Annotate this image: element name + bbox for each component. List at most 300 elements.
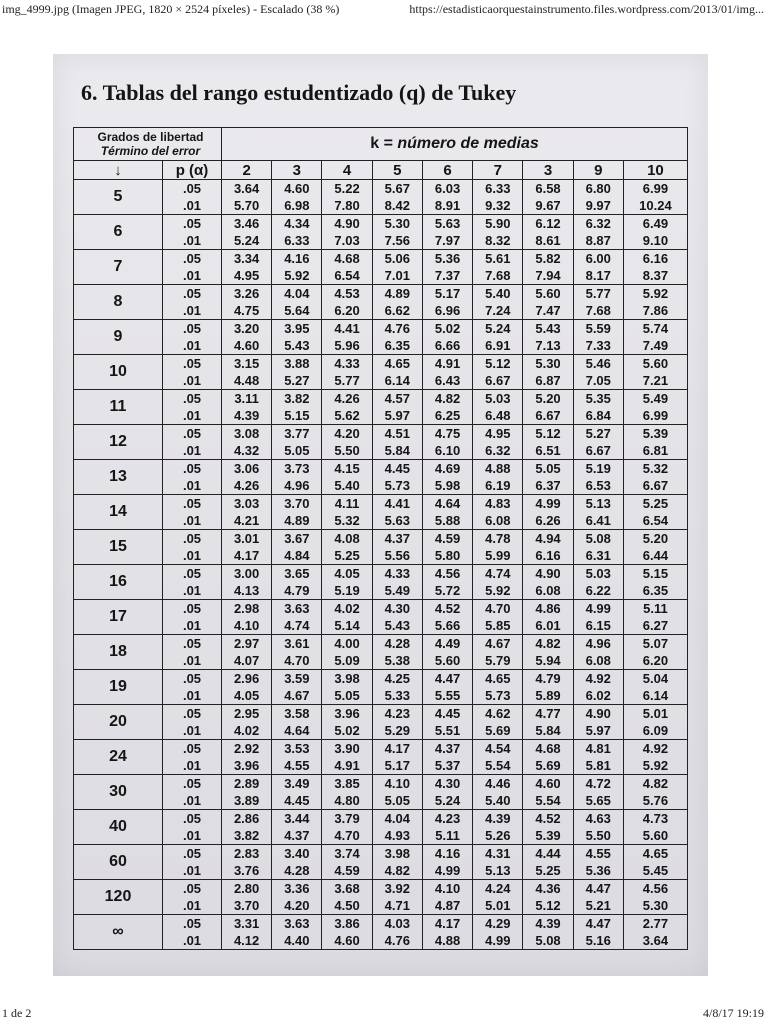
q-value-01: 6.91 bbox=[485, 338, 511, 353]
q-value-01: 4.48 bbox=[233, 373, 260, 388]
q-value-05: 4.41 bbox=[384, 496, 410, 511]
df-header bbox=[74, 128, 222, 161]
q-value-cell bbox=[272, 880, 322, 915]
q-value-05: 5.49 bbox=[642, 391, 669, 406]
q-value-cell bbox=[623, 740, 687, 775]
p-cell bbox=[163, 845, 222, 880]
k-column-header: 6 bbox=[422, 161, 472, 180]
q-value-01: 4.55 bbox=[284, 758, 310, 773]
q-value-05: 4.72 bbox=[585, 776, 611, 791]
q-value-05: 2.98 bbox=[233, 601, 260, 616]
q-value-05: 4.37 bbox=[434, 741, 461, 756]
q-value-01: 5.30 bbox=[642, 898, 669, 913]
q-value-cell bbox=[473, 250, 523, 285]
q-value-01: 7.94 bbox=[535, 268, 561, 283]
q-value-01: 6.43 bbox=[434, 373, 461, 388]
q-value-01: 4.71 bbox=[384, 898, 410, 913]
q-value-05: 5.12 bbox=[535, 426, 561, 441]
q-value-01: 4.59 bbox=[334, 863, 360, 878]
q-value-cell bbox=[422, 740, 472, 775]
q-value-cell bbox=[422, 285, 472, 320]
down-arrow-icon: ↓ bbox=[74, 161, 163, 180]
q-value-05: 3.44 bbox=[284, 811, 310, 826]
q-value-cell bbox=[623, 705, 687, 740]
q-value-cell bbox=[272, 670, 322, 705]
q-value-01: 5.09 bbox=[334, 653, 360, 668]
q-value-01: 5.94 bbox=[535, 653, 561, 668]
q-value-01: 6.15 bbox=[585, 618, 611, 633]
p-value-05: .05 bbox=[182, 321, 202, 336]
q-value-cell bbox=[573, 845, 623, 880]
q-value-05: 3.68 bbox=[334, 881, 360, 896]
p-value-05: .05 bbox=[182, 461, 202, 476]
q-value-cell bbox=[222, 810, 272, 845]
q-value-05: 5.43 bbox=[535, 321, 561, 336]
q-value-cell bbox=[623, 285, 687, 320]
q-value-cell bbox=[623, 495, 687, 530]
q-value-cell bbox=[523, 355, 573, 390]
q-value-05: 5.06 bbox=[384, 251, 410, 266]
q-value-01: 6.20 bbox=[642, 653, 669, 668]
q-value-01: 6.08 bbox=[535, 583, 561, 598]
q-value-05: 4.34 bbox=[284, 216, 310, 231]
p-value-01: .01 bbox=[182, 793, 202, 808]
q-value-cell bbox=[222, 635, 272, 670]
q-value-cell bbox=[523, 425, 573, 460]
q-value-cell bbox=[473, 635, 523, 670]
q-value-05: 4.20 bbox=[334, 426, 360, 441]
q-value-01: 5.50 bbox=[334, 443, 360, 458]
q-value-01: 7.37 bbox=[434, 268, 461, 283]
q-value-01: 5.98 bbox=[434, 478, 461, 493]
q-value-cell bbox=[272, 740, 322, 775]
p-cell bbox=[163, 495, 222, 530]
q-value-cell bbox=[573, 390, 623, 425]
q-value-01: 6.53 bbox=[585, 478, 611, 493]
p-value-05: .05 bbox=[182, 356, 202, 371]
q-value-01: 9.67 bbox=[535, 198, 561, 213]
q-value-cell bbox=[573, 530, 623, 565]
q-value-cell bbox=[322, 390, 372, 425]
q-value-05: 4.91 bbox=[434, 356, 461, 371]
q-value-cell bbox=[272, 215, 322, 250]
q-value-cell bbox=[473, 740, 523, 775]
q-value-05: 4.36 bbox=[535, 881, 561, 896]
p-alpha-header: p (α) bbox=[163, 161, 222, 180]
q-value-cell bbox=[322, 530, 372, 565]
q-value-05: 2.89 bbox=[233, 776, 260, 791]
q-value-cell bbox=[222, 530, 272, 565]
q-value-01: 6.67 bbox=[642, 478, 669, 493]
q-value-05: 4.65 bbox=[642, 846, 669, 861]
table-row bbox=[74, 705, 688, 740]
q-value-05: 4.00 bbox=[334, 636, 360, 651]
q-value-01: 5.54 bbox=[535, 793, 561, 808]
p-value-05: .05 bbox=[182, 426, 202, 441]
p-cell bbox=[163, 180, 222, 215]
q-value-01: 5.85 bbox=[485, 618, 511, 633]
q-value-05: 4.60 bbox=[535, 776, 561, 791]
q-value-05: 4.56 bbox=[434, 566, 461, 581]
q-value-01: 8.91 bbox=[434, 198, 461, 213]
p-value-01: .01 bbox=[182, 898, 202, 913]
q-value-cell bbox=[322, 215, 372, 250]
q-value-05: 2.97 bbox=[233, 636, 260, 651]
page-indicator: 1 de 2 bbox=[2, 1006, 32, 1020]
q-value-01: 8.87 bbox=[585, 233, 611, 248]
p-cell bbox=[163, 320, 222, 355]
q-value-01: 4.99 bbox=[434, 863, 461, 878]
q-value-cell bbox=[222, 670, 272, 705]
q-value-cell bbox=[473, 180, 523, 215]
q-value-01: 3.96 bbox=[233, 758, 260, 773]
q-value-cell bbox=[372, 845, 422, 880]
df-cell: 19 bbox=[74, 670, 163, 705]
p-value-05: .05 bbox=[182, 496, 202, 511]
q-value-01: 5.08 bbox=[535, 933, 561, 948]
q-value-01: 5.84 bbox=[384, 443, 410, 458]
q-value-05: 4.99 bbox=[535, 496, 561, 511]
q-value-05: 5.17 bbox=[434, 286, 461, 301]
q-value-01: 9.10 bbox=[642, 233, 669, 248]
q-value-01: 7.24 bbox=[485, 303, 511, 318]
q-value-01: 7.21 bbox=[642, 373, 669, 388]
q-value-05: 3.01 bbox=[233, 531, 260, 546]
q-value-01: 6.10 bbox=[434, 443, 461, 458]
q-value-01: 4.96 bbox=[284, 478, 310, 493]
q-value-05: 4.95 bbox=[485, 426, 511, 441]
q-value-01: 5.21 bbox=[585, 898, 611, 913]
q-value-01: 5.62 bbox=[334, 408, 360, 423]
q-value-cell bbox=[623, 565, 687, 600]
browser-footer bbox=[0, 1002, 768, 1024]
q-value-05: 4.75 bbox=[434, 426, 461, 441]
q-value-cell bbox=[523, 635, 573, 670]
q-value-01: 5.73 bbox=[485, 688, 511, 703]
q-value-01: 5.51 bbox=[434, 723, 461, 738]
q-value-cell bbox=[573, 740, 623, 775]
p-value-05: .05 bbox=[182, 601, 202, 616]
q-value-05: 3.65 bbox=[284, 566, 310, 581]
q-value-01: 5.96 bbox=[334, 338, 360, 353]
q-value-cell bbox=[623, 250, 687, 285]
q-value-05: 3.49 bbox=[284, 776, 310, 791]
q-value-cell bbox=[473, 215, 523, 250]
q-value-05: 5.40 bbox=[485, 286, 511, 301]
q-value-01: 6.87 bbox=[535, 373, 561, 388]
p-value-01: .01 bbox=[182, 723, 202, 738]
q-value-05: 4.70 bbox=[485, 601, 511, 616]
k-column-header: 9 bbox=[573, 161, 623, 180]
q-value-01: 5.66 bbox=[434, 618, 461, 633]
q-value-05: 4.24 bbox=[485, 881, 511, 896]
q-value-cell bbox=[272, 565, 322, 600]
q-value-01: 8.61 bbox=[535, 233, 561, 248]
q-value-05: 3.79 bbox=[334, 811, 360, 826]
q-value-cell bbox=[523, 530, 573, 565]
k-column-header: 10 bbox=[623, 161, 687, 180]
q-value-05: 5.30 bbox=[384, 216, 410, 231]
q-value-01: 6.20 bbox=[334, 303, 360, 318]
q-value-01: 6.98 bbox=[284, 198, 310, 213]
df-cell: 20 bbox=[74, 705, 163, 740]
q-value-05: 6.33 bbox=[485, 181, 511, 196]
q-value-01: 6.32 bbox=[485, 443, 511, 458]
q-value-01: 5.70 bbox=[233, 198, 260, 213]
p-cell bbox=[163, 740, 222, 775]
table-row bbox=[74, 250, 688, 285]
table-row bbox=[74, 600, 688, 635]
q-value-01: 4.32 bbox=[233, 443, 260, 458]
q-value-05: 5.77 bbox=[585, 286, 611, 301]
q-value-05: 3.15 bbox=[233, 356, 260, 371]
q-value-01: 6.35 bbox=[384, 338, 410, 353]
q-value-01: 9.97 bbox=[585, 198, 611, 213]
q-value-05: 4.04 bbox=[384, 811, 410, 826]
df-cell: 30 bbox=[74, 775, 163, 810]
q-value-05: 3.63 bbox=[284, 601, 310, 616]
q-value-cell bbox=[623, 425, 687, 460]
q-value-05: 4.65 bbox=[485, 671, 511, 686]
q-value-05: 4.68 bbox=[535, 741, 561, 756]
p-value-01: .01 bbox=[182, 443, 202, 458]
q-value-01: 4.99 bbox=[485, 933, 511, 948]
q-value-01: 6.31 bbox=[585, 548, 611, 563]
q-value-01: 6.08 bbox=[485, 513, 511, 528]
q-value-cell bbox=[372, 740, 422, 775]
q-value-01: 7.05 bbox=[585, 373, 611, 388]
q-value-05: 4.69 bbox=[434, 461, 461, 476]
q-value-01: 5.99 bbox=[485, 548, 511, 563]
q-value-01: 5.25 bbox=[334, 548, 360, 563]
p-value-05: .05 bbox=[182, 566, 202, 581]
p-value-01: .01 bbox=[182, 653, 202, 668]
q-value-05: 4.04 bbox=[284, 286, 310, 301]
q-value-05: 4.45 bbox=[434, 706, 461, 721]
q-value-cell bbox=[523, 460, 573, 495]
q-value-cell bbox=[422, 880, 472, 915]
q-value-cell bbox=[473, 460, 523, 495]
q-value-01: 5.45 bbox=[642, 863, 669, 878]
q-value-01: 5.92 bbox=[485, 583, 511, 598]
q-value-cell bbox=[322, 355, 372, 390]
table-row bbox=[74, 355, 688, 390]
q-value-01: 7.68 bbox=[485, 268, 511, 283]
df-cell: 7 bbox=[74, 250, 163, 285]
q-value-05: 4.31 bbox=[485, 846, 511, 861]
q-value-05: 4.33 bbox=[384, 566, 410, 581]
q-value-01: 6.51 bbox=[535, 443, 561, 458]
q-value-05: 4.16 bbox=[284, 251, 310, 266]
q-value-cell bbox=[623, 320, 687, 355]
p-cell bbox=[163, 775, 222, 810]
q-value-cell bbox=[372, 565, 422, 600]
q-value-05: 4.17 bbox=[384, 741, 410, 756]
q-value-cell bbox=[473, 425, 523, 460]
p-value-05: .05 bbox=[182, 251, 202, 266]
q-value-05: 6.49 bbox=[642, 216, 669, 231]
q-value-01: 6.26 bbox=[535, 513, 561, 528]
p-value-01: .01 bbox=[182, 828, 202, 843]
q-value-01: 4.64 bbox=[284, 723, 310, 738]
q-value-01: 5.02 bbox=[334, 723, 360, 738]
q-value-cell bbox=[523, 285, 573, 320]
q-value-cell bbox=[473, 705, 523, 740]
q-value-05: 3.63 bbox=[284, 916, 310, 931]
q-value-cell bbox=[422, 670, 472, 705]
q-value-cell bbox=[573, 250, 623, 285]
q-value-01: 5.43 bbox=[384, 618, 410, 633]
q-value-cell bbox=[222, 460, 272, 495]
q-value-cell bbox=[473, 880, 523, 915]
table-row bbox=[74, 740, 688, 775]
p-cell bbox=[163, 215, 222, 250]
q-value-05: 5.04 bbox=[642, 671, 669, 686]
q-value-cell bbox=[372, 460, 422, 495]
q-value-cell bbox=[573, 460, 623, 495]
q-value-01: 5.84 bbox=[535, 723, 561, 738]
q-value-cell bbox=[523, 250, 573, 285]
q-value-01: 6.54 bbox=[642, 513, 669, 528]
p-value-05: .05 bbox=[182, 636, 202, 651]
q-value-01: 5.01 bbox=[485, 898, 511, 913]
q-value-05: 2.96 bbox=[233, 671, 260, 686]
q-value-01: 4.37 bbox=[284, 828, 310, 843]
q-value-05: 5.60 bbox=[642, 356, 669, 371]
p-cell bbox=[163, 425, 222, 460]
q-value-05: 3.08 bbox=[233, 426, 260, 441]
q-value-cell bbox=[473, 530, 523, 565]
q-value-cell bbox=[422, 215, 472, 250]
q-value-cell bbox=[573, 355, 623, 390]
table-row bbox=[74, 390, 688, 425]
q-value-05: 2.95 bbox=[233, 706, 260, 721]
q-value-05: 4.05 bbox=[334, 566, 360, 581]
q-value-05: 3.20 bbox=[233, 321, 260, 336]
q-value-01: 6.41 bbox=[585, 513, 611, 528]
q-value-05: 5.02 bbox=[434, 321, 461, 336]
q-value-01: 7.47 bbox=[535, 303, 561, 318]
q-value-05: 6.12 bbox=[535, 216, 561, 231]
q-value-cell bbox=[473, 495, 523, 530]
q-value-cell bbox=[422, 390, 472, 425]
df-cell: 15 bbox=[74, 530, 163, 565]
q-value-01: 4.87 bbox=[434, 898, 461, 913]
q-value-05: 4.82 bbox=[434, 391, 461, 406]
q-value-05: 3.61 bbox=[284, 636, 310, 651]
q-value-05: 3.53 bbox=[284, 741, 310, 756]
image-url[interactable]: https://estadisticaorquestainstrumento.files.wordpress.com/2013/01/img... bbox=[409, 2, 764, 16]
q-value-cell bbox=[623, 600, 687, 635]
q-value-05: 4.08 bbox=[334, 531, 360, 546]
q-value-cell bbox=[372, 320, 422, 355]
q-value-cell bbox=[222, 565, 272, 600]
q-value-01: 8.37 bbox=[642, 268, 669, 283]
q-value-cell bbox=[523, 600, 573, 635]
q-value-05: 5.08 bbox=[585, 531, 611, 546]
q-value-05: 4.99 bbox=[585, 601, 611, 616]
q-value-01: 5.65 bbox=[585, 793, 611, 808]
q-value-cell bbox=[422, 810, 472, 845]
q-value-05: 4.59 bbox=[434, 531, 461, 546]
q-value-05: 4.90 bbox=[334, 216, 360, 231]
p-value-05: .05 bbox=[182, 811, 202, 826]
q-value-cell bbox=[422, 705, 472, 740]
p-value-05: .05 bbox=[182, 391, 202, 406]
q-value-cell bbox=[222, 600, 272, 635]
q-value-05: 4.78 bbox=[485, 531, 511, 546]
q-value-05: 4.82 bbox=[642, 776, 669, 791]
df-cell: ∞ bbox=[74, 915, 163, 950]
q-value-cell bbox=[372, 600, 422, 635]
q-value-cell bbox=[372, 915, 422, 950]
q-value-05: 5.13 bbox=[585, 496, 611, 511]
k-column-header: 7 bbox=[473, 161, 523, 180]
q-value-05: 5.22 bbox=[334, 181, 360, 196]
q-value-cell bbox=[372, 670, 422, 705]
q-value-cell bbox=[272, 845, 322, 880]
q-value-05: 4.63 bbox=[585, 811, 611, 826]
q-value-01: 4.84 bbox=[284, 548, 310, 563]
q-value-cell bbox=[272, 705, 322, 740]
q-value-05: 5.92 bbox=[642, 286, 669, 301]
q-value-05: 4.88 bbox=[485, 461, 511, 476]
q-value-05: 6.99 bbox=[642, 181, 669, 196]
table-row bbox=[74, 880, 688, 915]
q-value-05: 4.94 bbox=[535, 531, 561, 546]
p-value-01: .01 bbox=[182, 198, 202, 213]
table-row bbox=[74, 810, 688, 845]
q-value-05: 3.00 bbox=[233, 566, 260, 581]
q-value-01: 4.21 bbox=[233, 513, 260, 528]
q-value-cell bbox=[573, 215, 623, 250]
p-value-01: .01 bbox=[182, 268, 202, 283]
df-cell: 40 bbox=[74, 810, 163, 845]
q-value-cell bbox=[523, 565, 573, 600]
q-value-01: 4.40 bbox=[284, 933, 310, 948]
k-column-header: 3 bbox=[272, 161, 322, 180]
q-value-01: 5.11 bbox=[435, 828, 460, 843]
q-value-05: 5.67 bbox=[384, 181, 410, 196]
p-value-01: .01 bbox=[182, 618, 202, 633]
q-value-05: 3.77 bbox=[284, 426, 310, 441]
q-value-05: 4.90 bbox=[585, 706, 611, 721]
q-value-cell bbox=[422, 425, 472, 460]
q-value-cell bbox=[623, 635, 687, 670]
q-value-05: 4.56 bbox=[642, 881, 669, 896]
p-value-01: .01 bbox=[182, 408, 202, 423]
q-value-05: 4.55 bbox=[585, 846, 611, 861]
q-value-01: 5.19 bbox=[334, 583, 360, 598]
q-value-cell bbox=[322, 320, 372, 355]
q-value-05: 2.83 bbox=[233, 846, 260, 861]
q-value-cell bbox=[222, 775, 272, 810]
df-cell: 14 bbox=[74, 495, 163, 530]
p-value-01: .01 bbox=[182, 688, 202, 703]
q-value-cell bbox=[222, 880, 272, 915]
df-cell: 9 bbox=[74, 320, 163, 355]
q-value-cell bbox=[573, 670, 623, 705]
q-value-05: 4.39 bbox=[485, 811, 511, 826]
p-cell bbox=[163, 250, 222, 285]
q-value-01: 4.20 bbox=[284, 898, 310, 913]
q-value-05: 3.90 bbox=[334, 741, 360, 756]
q-value-01: 6.14 bbox=[384, 373, 410, 388]
image-title: img_4999.jpg (Imagen JPEG, 1820 × 2524 píxeles) - Escalado (38 %) bbox=[2, 2, 340, 16]
q-value-01: 10.24 bbox=[639, 198, 672, 213]
q-value-cell bbox=[372, 390, 422, 425]
q-value-01: 4.74 bbox=[284, 618, 310, 633]
